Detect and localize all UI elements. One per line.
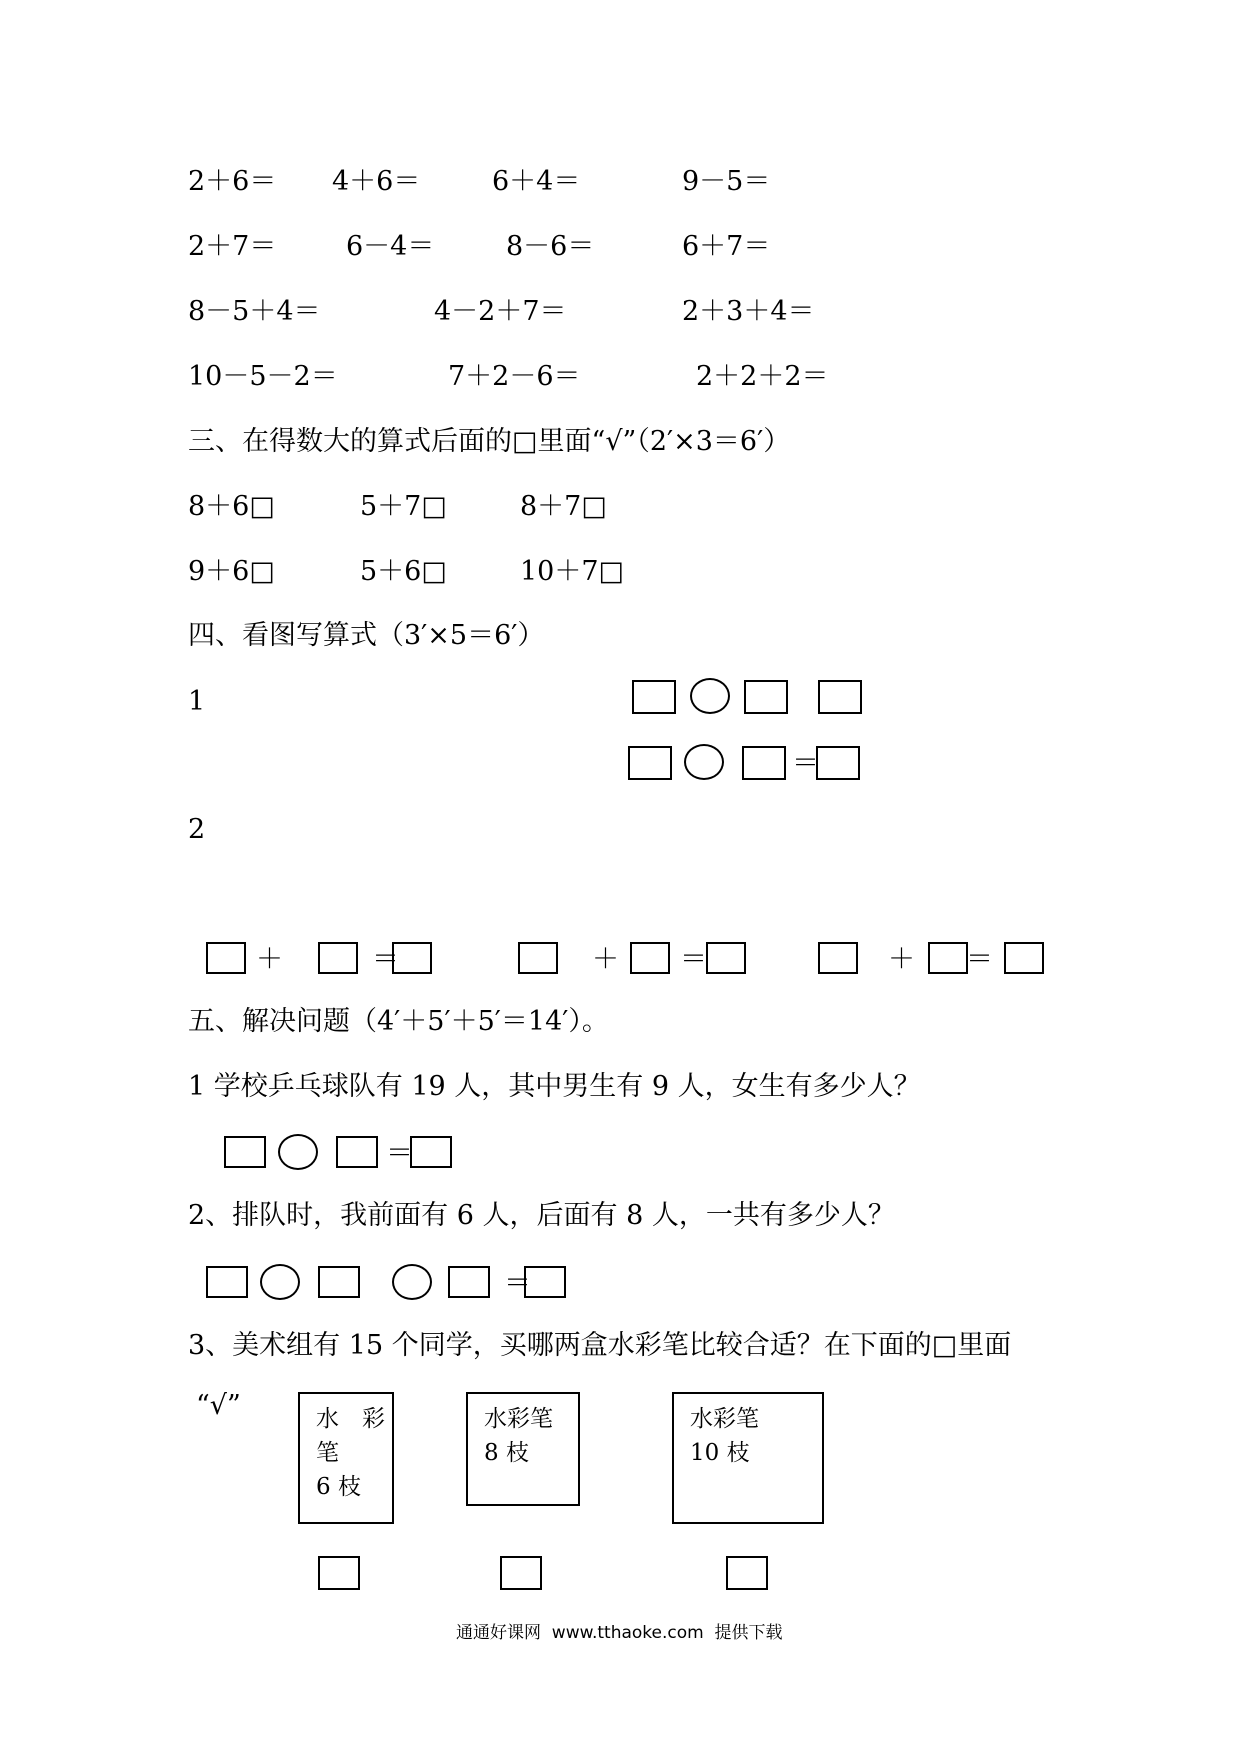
answer-box[interactable] bbox=[448, 1266, 490, 1298]
smiley-icon bbox=[320, 874, 356, 910]
equals-sign: ＝ bbox=[504, 1268, 531, 1299]
smiley-icon bbox=[246, 874, 282, 910]
compare-item: 5＋7□ bbox=[360, 491, 447, 522]
equals-sign: ＝ bbox=[792, 748, 819, 779]
answer-box[interactable] bbox=[318, 942, 358, 974]
answer-box[interactable] bbox=[1004, 942, 1044, 974]
footer: 通通好课网 www.tthaoke.com 提供下载 bbox=[456, 1623, 783, 1643]
heart-icon bbox=[220, 757, 252, 783]
problem: 8－6＝ bbox=[506, 231, 595, 262]
answer-box[interactable] bbox=[630, 942, 670, 974]
answer-box[interactable] bbox=[818, 680, 862, 714]
operator-circle[interactable] bbox=[684, 744, 724, 780]
problem: 10－5－2＝ bbox=[188, 361, 338, 392]
answer-box[interactable] bbox=[410, 1136, 452, 1168]
answer-box[interactable] bbox=[818, 942, 858, 974]
heart-icon bbox=[257, 693, 289, 719]
smiley-icon bbox=[640, 842, 676, 878]
answer-box[interactable] bbox=[744, 680, 788, 714]
heart-icon bbox=[331, 757, 363, 783]
answer-box[interactable] bbox=[392, 942, 432, 974]
smiley-icon bbox=[529, 874, 565, 910]
compare-item: 9＋6□ bbox=[188, 556, 275, 587]
smiley-icon bbox=[603, 874, 639, 910]
equals-sign: ＝ bbox=[966, 944, 993, 975]
problem-1: 1 学校乒乓球队有 19 人，其中男生有 9 人，女生有多少人？ bbox=[188, 1071, 921, 1102]
smiley-icon bbox=[529, 842, 565, 878]
plus-sign: ＋ bbox=[592, 944, 619, 975]
compare-item: 8＋7□ bbox=[520, 491, 607, 522]
pen-box-8: 水彩笔 8 枝 bbox=[466, 1392, 580, 1506]
compare-item: 8＋6□ bbox=[188, 491, 275, 522]
answer-box[interactable] bbox=[816, 746, 860, 780]
answer-box[interactable] bbox=[628, 746, 672, 780]
smiley-icon bbox=[246, 842, 282, 878]
question-number: 1 bbox=[188, 686, 206, 717]
problem: 2＋2＋2＝ bbox=[696, 361, 829, 392]
operator-circle[interactable] bbox=[690, 678, 730, 714]
problem: 4＋6＝ bbox=[332, 166, 421, 197]
problem-2: 2、排队时，我前面有 6 人，后面有 8 人，一共有多少人？ bbox=[188, 1200, 895, 1231]
equals-sign: ＝ bbox=[680, 944, 707, 975]
smiley-icon bbox=[357, 874, 393, 910]
problem: 6－4＝ bbox=[346, 231, 435, 262]
answer-box[interactable] bbox=[524, 1266, 566, 1298]
problem: 6＋4＝ bbox=[492, 166, 581, 197]
answer-box[interactable] bbox=[706, 942, 746, 974]
problem: 7＋2－6＝ bbox=[448, 361, 581, 392]
heart-icon bbox=[527, 757, 559, 783]
heart-icon bbox=[331, 693, 363, 719]
answer-box[interactable] bbox=[928, 942, 968, 974]
smiley-icon bbox=[566, 842, 602, 878]
problem: 8－5＋4＝ bbox=[188, 296, 321, 327]
problem: 2＋3＋4＝ bbox=[682, 296, 815, 327]
check-box[interactable] bbox=[726, 1556, 768, 1590]
heart-icon bbox=[490, 693, 522, 719]
smiley-icon bbox=[603, 842, 639, 878]
plus-sign: ＋ bbox=[888, 944, 915, 975]
smiley-icon bbox=[394, 874, 430, 910]
answer-box[interactable] bbox=[632, 680, 676, 714]
question-number: 2 bbox=[188, 814, 206, 845]
heart-icon bbox=[527, 693, 559, 719]
heart-icon bbox=[294, 757, 326, 783]
answer-box[interactable] bbox=[518, 942, 558, 974]
section-3-title: 三、在得数大的算式后面的□里面“√”（2′×3＝6′） bbox=[188, 426, 791, 457]
problem-3: 3、美术组有 15 个同学，买哪两盒水彩笔比较合适？在下面的□里面 bbox=[188, 1330, 1012, 1361]
smiley-icon bbox=[283, 874, 319, 910]
problem: 2＋6＝ bbox=[188, 166, 277, 197]
operator-circle[interactable] bbox=[260, 1264, 300, 1300]
problem: 2＋7＝ bbox=[188, 231, 277, 262]
smiley-icon bbox=[492, 874, 528, 910]
smiley-icon bbox=[394, 842, 430, 878]
compare-item: 5＋6□ bbox=[360, 556, 447, 587]
compare-item: 10＋7□ bbox=[520, 556, 625, 587]
section-5-title: 五、解决问题（4′＋5′＋5′＝14′）。 bbox=[188, 1006, 609, 1037]
check-box[interactable] bbox=[500, 1556, 542, 1590]
smiley-icon bbox=[283, 842, 319, 878]
smiley-icon bbox=[357, 842, 393, 878]
heart-icon bbox=[294, 693, 326, 719]
checkmark-label: “√” bbox=[196, 1390, 241, 1421]
section-4-title: 四、看图写算式（3′×5＝6′） bbox=[188, 620, 545, 651]
answer-box[interactable] bbox=[318, 1266, 360, 1298]
heart-icon bbox=[257, 757, 289, 783]
heart-icon bbox=[490, 757, 522, 783]
heart-icon bbox=[220, 693, 252, 719]
check-box[interactable] bbox=[318, 1556, 360, 1590]
plus-sign: ＋ bbox=[256, 944, 283, 975]
answer-box[interactable] bbox=[224, 1136, 266, 1168]
answer-box[interactable] bbox=[206, 942, 246, 974]
answer-box[interactable] bbox=[206, 1266, 248, 1298]
equals-sign: ＝ bbox=[372, 944, 399, 975]
answer-box[interactable] bbox=[336, 1136, 378, 1168]
problem: 9－5＝ bbox=[682, 166, 771, 197]
pen-box-10: 水彩笔 10 枝 bbox=[672, 1392, 824, 1524]
equals-sign: ＝ bbox=[386, 1138, 413, 1169]
answer-box[interactable] bbox=[742, 746, 786, 780]
operator-circle[interactable] bbox=[278, 1134, 318, 1170]
smiley-icon bbox=[492, 842, 528, 878]
pen-box-6: 水 彩 笔 6 枝 bbox=[298, 1392, 394, 1524]
smiley-icon bbox=[320, 842, 356, 878]
problem: 4－2＋7＝ bbox=[434, 296, 567, 327]
problem: 6＋7＝ bbox=[682, 231, 771, 262]
operator-circle[interactable] bbox=[392, 1264, 432, 1300]
smiley-icon bbox=[566, 874, 602, 910]
